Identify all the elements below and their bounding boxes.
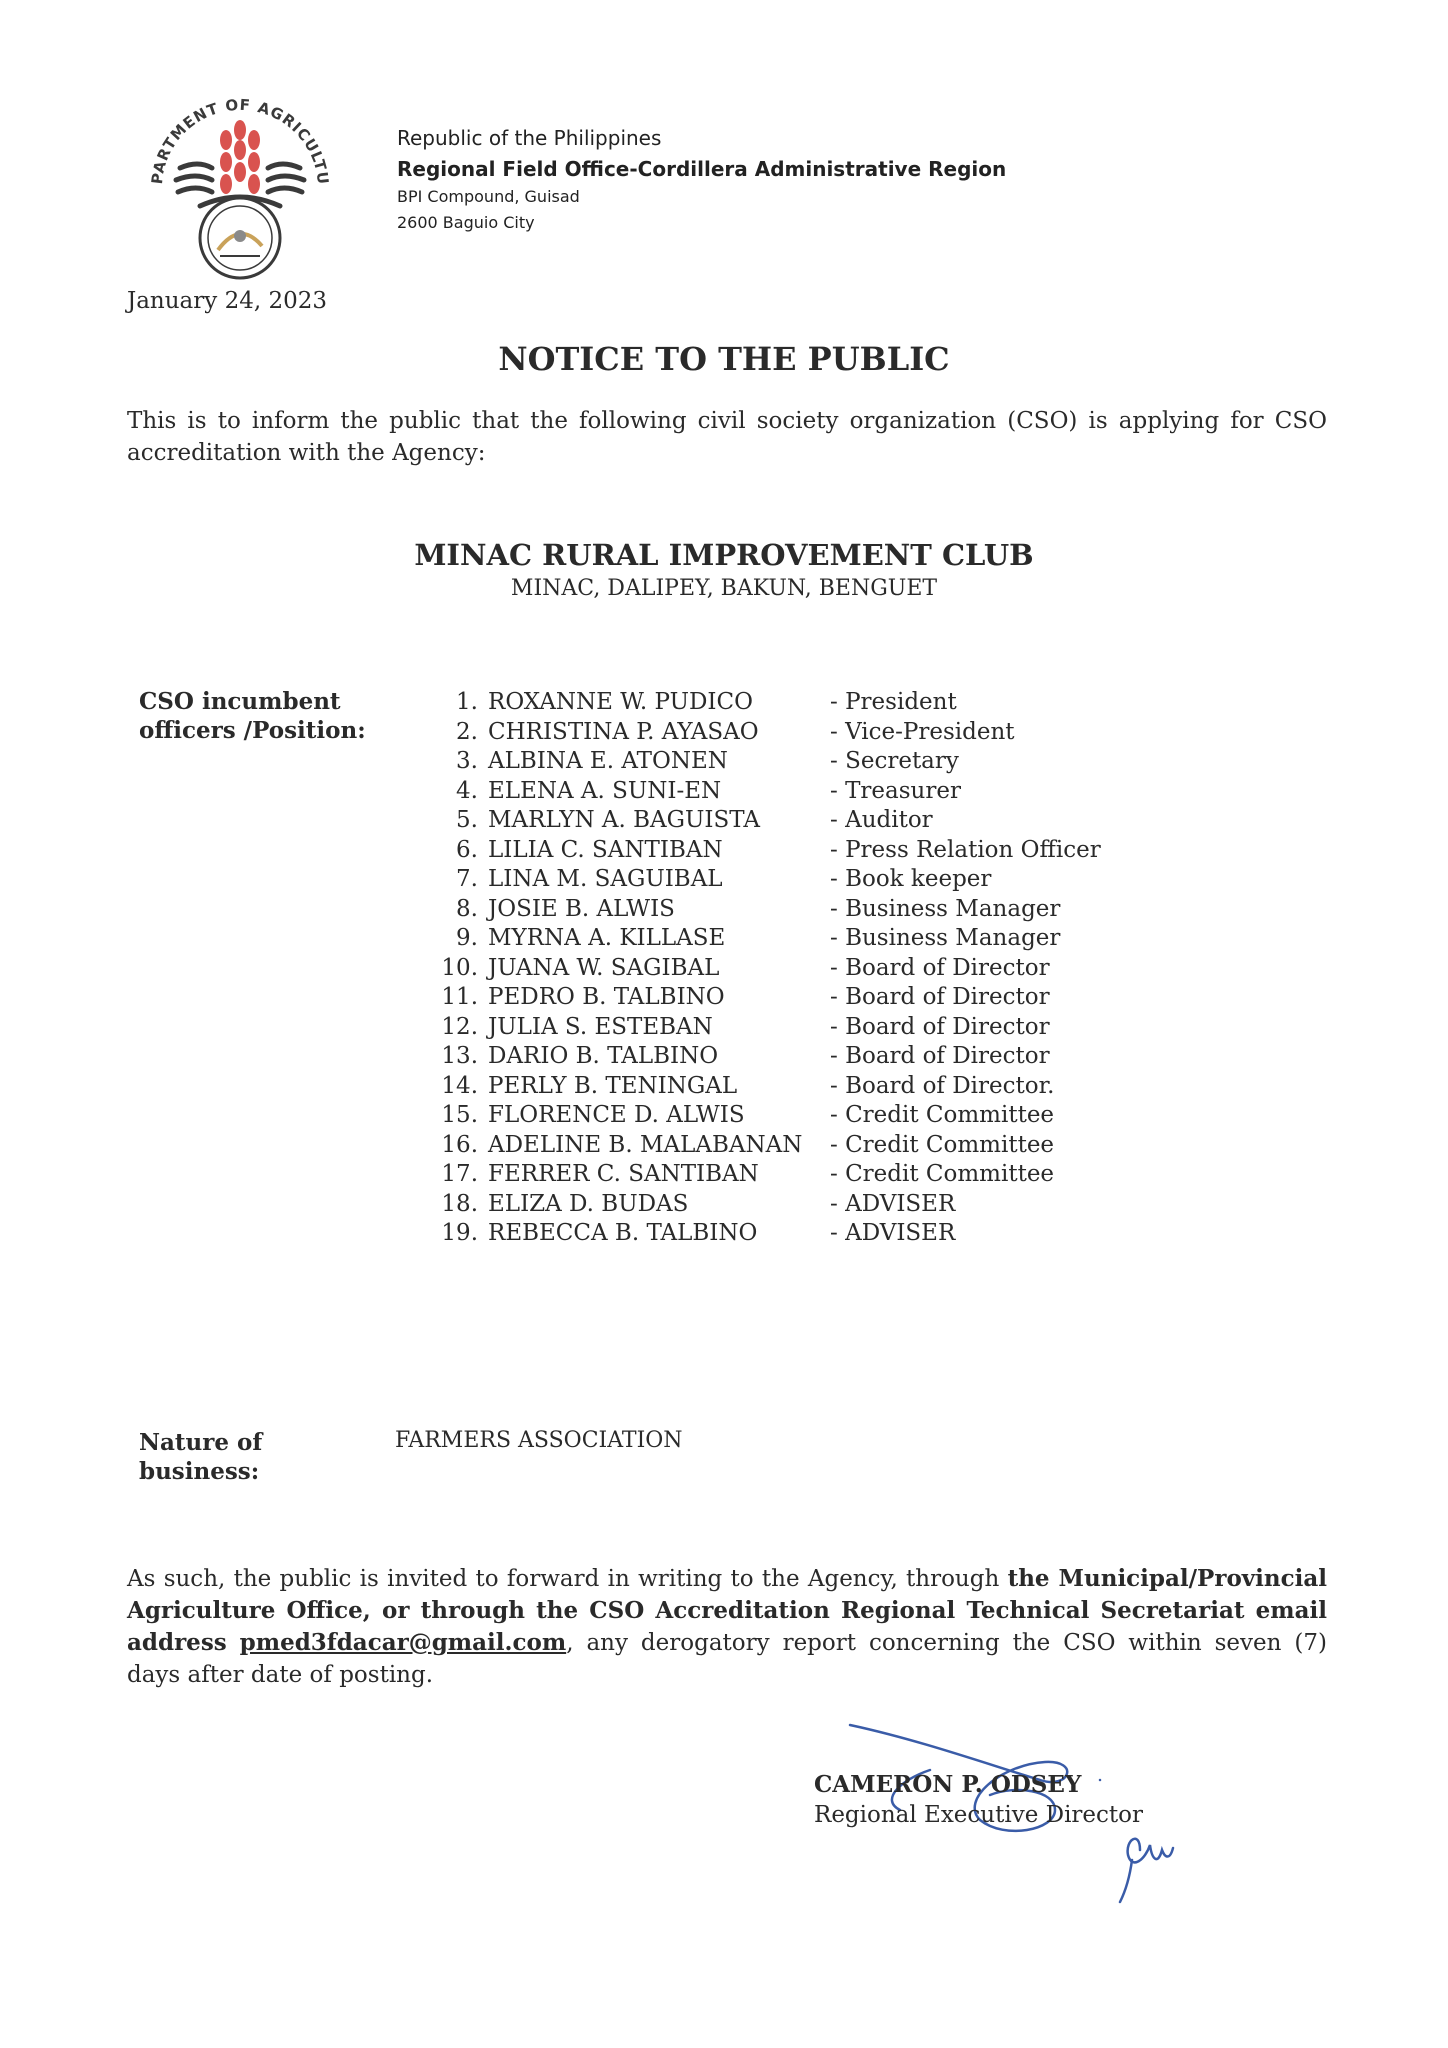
officer-row — [430, 747, 1101, 777]
officer-row — [430, 1131, 1101, 1161]
officer-number: 4. — [456, 777, 478, 804]
officer-name: ROXANNE W. PUDICO — [488, 689, 753, 715]
officer-position: - Treasurer — [830, 777, 961, 804]
header-address-line1: BPI Compound, Guisad — [397, 187, 580, 206]
officer-name: PEDRO B. TALBINO — [488, 984, 725, 1010]
officer-position: - Secretary — [830, 748, 959, 774]
officers-label: CSO incumbent officers /Position: — [139, 688, 366, 744]
nature-value: FARMERS ASSOCIATION — [395, 1428, 683, 1453]
officer-number: 15. — [441, 1102, 478, 1128]
officer-name: CHRISTINA P. AYASAO — [488, 718, 759, 745]
officer-row — [430, 806, 1101, 836]
intro-paragraph: This is to inform the public that the following civil society organization (CSO) is applying for CSO accreditation with the Agency: — [127, 408, 1327, 466]
officer-number: 7. — [456, 866, 478, 892]
email-link[interactable]: pmed3fdacar@gmail.com — [239, 1629, 567, 1656]
officer-row — [430, 777, 1101, 807]
officer-number: 2. — [456, 718, 478, 745]
officer-name: FERRER C. SANTIBAN — [488, 1161, 759, 1187]
officer-position: - Board of Director — [830, 954, 1050, 981]
officer-position: - Credit Committee — [830, 1102, 1055, 1128]
officer-position: - ADVISER — [830, 1220, 956, 1246]
officer-number: 13. — [441, 1043, 478, 1069]
officer-number: 1. — [456, 689, 478, 715]
officer-name: ELENA A. SUNI-EN — [488, 777, 722, 804]
officer-position: - ADVISER — [830, 1190, 956, 1217]
closing-text-bold: the Municipal/Provincial Agriculture Office, or through the CSO Accreditation Regional Technical Secretariat email address — [127, 1565, 1328, 1656]
header-republic: Republic of the Philippines — [397, 126, 662, 150]
closing-paragraph — [127, 1563, 1327, 1691]
officer-row — [430, 1160, 1101, 1190]
officer-row — [430, 1101, 1101, 1131]
department-logo — [140, 88, 340, 288]
officer-row — [430, 718, 1101, 748]
officer-row — [430, 895, 1101, 925]
signatory-title: Regional Executive Director — [814, 1802, 1143, 1828]
officer-position: - Vice-President — [830, 718, 1015, 745]
header-office: Regional Field Office-Cordillera Administrative Region — [397, 157, 1007, 181]
officer-row — [430, 1072, 1101, 1102]
document-date: January 24, 2023 — [127, 288, 327, 314]
officer-name: PERLY B. TENINGAL — [488, 1072, 738, 1099]
officer-position: - Auditor — [830, 807, 933, 833]
officer-number: 16. — [441, 1131, 478, 1158]
officer-number: 12. — [441, 1013, 478, 1040]
officer-row — [430, 1013, 1101, 1043]
officer-number: 5. — [456, 807, 478, 833]
officer-row — [430, 954, 1101, 984]
officer-position: - Business Manager — [830, 925, 1061, 951]
svg-text:DEPARTMENT OF AGRICULTURE: PARTMENT OF AGRICULTU — [147, 95, 333, 186]
officer-name: DARIO B. TALBINO — [488, 1043, 719, 1069]
officer-name: LILIA C. SANTIBAN — [488, 836, 723, 863]
officer-number: 19. — [441, 1220, 478, 1246]
officer-position: - Credit Committee — [830, 1161, 1055, 1187]
officer-name: ELIZA D. BUDAS — [488, 1190, 689, 1217]
officer-number: 9. — [456, 925, 478, 951]
officer-name: JULIA S. ESTEBAN — [488, 1013, 713, 1040]
cso-address: MINAC, DALIPEY, BAKUN, BENGUET — [510, 576, 938, 601]
officer-number: 6. — [456, 836, 478, 863]
officer-row — [430, 865, 1101, 895]
officer-number: 10. — [441, 954, 478, 981]
officer-row — [430, 1042, 1101, 1072]
officer-row — [430, 1219, 1101, 1249]
officer-name: JUANA W. SAGIBAL — [488, 954, 720, 981]
officer-row — [430, 924, 1101, 954]
cso-name: MINAC RURAL IMPROVEMENT CLUB — [414, 538, 1034, 572]
officer-name: MARLYN A. BAGUISTA — [488, 807, 760, 833]
officer-number: 3. — [456, 748, 478, 774]
officer-row — [430, 688, 1101, 718]
officer-position: - Press Relation Officer — [830, 836, 1101, 863]
officer-position: - Book keeper — [830, 866, 992, 892]
officer-number: 14. — [441, 1072, 478, 1099]
header-address-line2: 2600 Baguio City — [397, 213, 535, 232]
officer-name: ALBINA E. ATONEN — [488, 748, 728, 774]
officer-position: - Business Manager — [830, 895, 1061, 922]
page-title: NOTICE TO THE PUBLIC — [498, 340, 950, 378]
nature-label: Nature of business: — [139, 1429, 263, 1485]
officer-name: REBECCA B. TALBINO — [488, 1220, 758, 1246]
officer-position: - Board of Director — [830, 1043, 1050, 1069]
officer-row — [430, 983, 1101, 1013]
officer-position: - Board of Director — [830, 984, 1050, 1010]
signatory-name: CAMERON P. ODSEY — [814, 1771, 1082, 1798]
officer-position: - Credit Committee — [830, 1131, 1055, 1158]
officer-number: 11. — [441, 984, 478, 1010]
officer-name: ADELINE B. MALABANAN — [488, 1131, 803, 1158]
officer-number: 18. — [441, 1190, 478, 1217]
officer-name: LINA M. SAGUIBAL — [488, 866, 723, 892]
officer-position: - Board of Director. — [830, 1072, 1055, 1099]
officer-name: JOSIE B. ALWIS — [488, 895, 675, 922]
closing-text-2: , any derogatory report concerning the CSO within seven (7) days after date of posting. — [127, 1630, 1327, 1688]
officer-position: - President — [830, 689, 957, 715]
officer-name: MYRNA A. KILLASE — [488, 925, 726, 951]
closing-text-1: As such, the public is invited to forward in writing to the Agency, through — [127, 1566, 1008, 1592]
officer-number: 8. — [456, 895, 478, 922]
officer-number: 17. — [441, 1161, 478, 1187]
officer-name: FLORENCE D. ALWIS — [488, 1102, 745, 1128]
officer-position: - Board of Director — [830, 1013, 1050, 1040]
officer-row — [430, 836, 1101, 866]
officer-row — [430, 1190, 1101, 1220]
officers-list — [430, 688, 1101, 1249]
